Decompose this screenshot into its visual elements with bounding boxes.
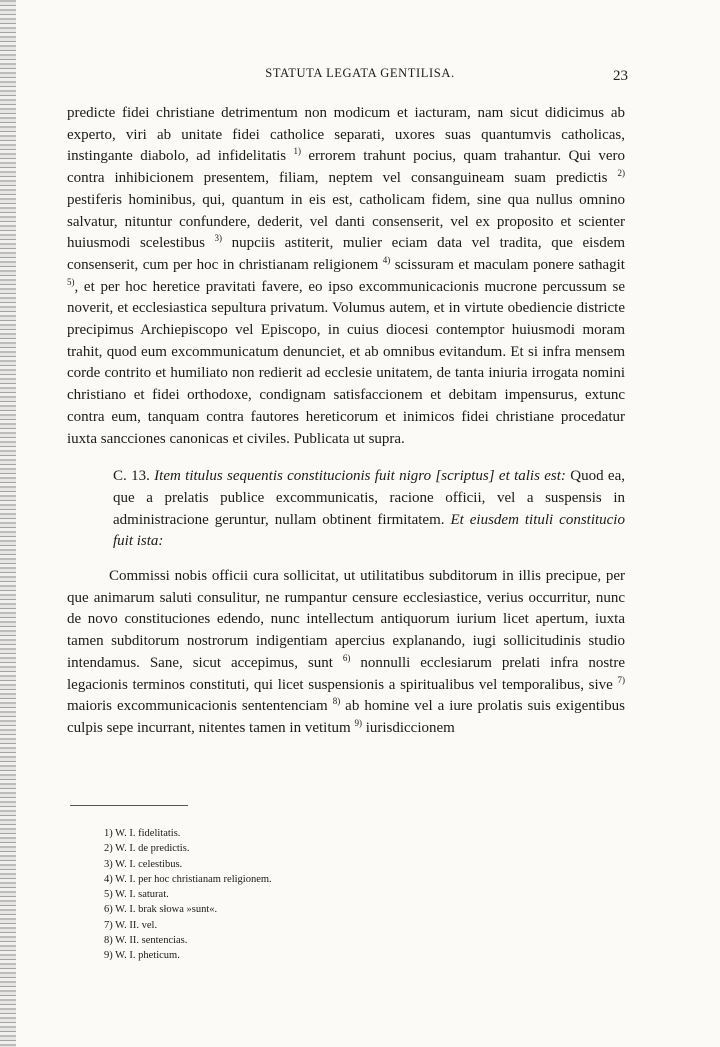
footnote: 1) W. I. fidelitatis. [104,828,181,839]
footnote-ref: 3) [214,233,223,244]
footnote-ref: 4) [382,254,391,265]
main-text [67,103,625,740]
text-segment: nonnulli ecclesiarum prelati infra nostre legacionis terminos constituti, qui licet suspensionis a spiritualibus vel temporalibus, sive [67,654,625,693]
text-segment: predicte fidei christiane detrimentum non modicum et iacturam, nam sicut didicimus ab experto, viri ab unitate fidei catholice separati, uxores suas quantumvis catholicas, instingante diabolo, ad infidelitatis [67,105,625,165]
text-segment: pestiferis hominibus, qui, quantum in eis est, catholicam fidem, sine qua nullus omnino salvatur, nituntur confundere, dederit, vel danti consenserit, vel ex proposito et scienter huiusmodi scelestibus [67,191,625,252]
footnote-ref: 9) [354,717,362,728]
running-header: STATUTA LEGATA GENTILISA. [265,66,455,80]
footnote-ref: 7) [617,674,625,685]
footnote: 6) W. I. brak słowa »sunt«. [104,904,218,916]
footnotes [104,826,272,964]
footnote-rule [70,805,188,806]
page-number: 23 [613,68,628,84]
footnote-ref: 2) [617,168,625,179]
text-segment: errorem trahunt pocius, quam trahantur. Qui vero contra inhibicionem presentem, filiam, neptem vel consanguineam suam predictis [67,148,625,187]
footnote-ref: 6) [342,652,351,663]
text-segment: C. 13. [113,468,155,485]
footnote: 8) W. II. sentencias. [104,935,188,947]
footnote-ref: 8) [332,696,341,707]
book-binding-edge [0,0,16,1047]
italic-text: Item titulus sequentis constitucionis fuit nigro [scriptus] et talis est: [154,468,566,485]
footnote: 4) W. I. per hoc christianam religionem. [104,873,272,885]
text-segment: Commissi nobis officii cura sollicitat, ut utilitatibus subditorum in illis precipue, per que animarum saluti consulitur, ne rumpantur censure ecclesiastice, verius occurritur, nunc de novo constituciones edendo, nunc intellectum antiquorum iurium licet apertum, iuxta tamen subditorum nostrorum indigentiam apercius explanando, iugi sollicitudinis studio intendamus. Sane, sicut accepimus, sunt [67,568,625,671]
text-segment: Quod ea, que a prelatis publice excommunicatis, racione officii, vel a suspensis in administracione geruntur, nullam obtinent firmitatem. [113,468,625,528]
text-segment: ab homine vel a iure prolatis suis exigentibus culpis sepe incurrant, nitentes tamen in vetitum [67,698,625,736]
paragraph-constitution [67,566,625,740]
footnote: 7) W. II. vel. [104,919,158,931]
footnote: 2) W. I. de predictis. [104,843,190,855]
chapter-13-heading [67,466,625,553]
footnote: 3) W. I. celestibus. [104,858,183,870]
text-segment: maioris excommunicacionis sententenciam [67,698,333,715]
italic-text: Et eiusdem tituli constitucio fuit ista: [113,511,625,550]
footnote: 5) W. I. saturat. [104,889,169,901]
text-segment: iurisdiccionem [361,719,455,736]
footnote-ref: 1) [293,146,302,157]
text-segment: nupciis astiterit, mulier eciam data vel tradita, que eisdem consenserit, cum per hoc in christianam religionem [67,235,626,273]
text-segment: , et per hoc heretice pravitati favere, eo ipso excommunicacionis mucrone percussum se noverit, et ecclesiastica sepultura privatum. Volumus autem, et in virtute obediencie districte precipimus Archiepiscopo vel Episcopo, in cuius diocesi contemptor huiusmodi moram trahit, quod eum excommunicatum denunciet, et ab omnibus evitandum. Et si infra mensem corde contrito et humiliato non redierit ad ecclesie unitatem, de tanta iniuria irrogata nomini christiano et fidei orthodoxe, condignam satisfaccionem et debitam impensurus, extunc contra eum, tanquam contra fautores hereticorum et inimicos fidei christiane procedatur iuxta sancciones canonicas et civiles. Publicata ut supra. [67,278,625,447]
text-segment: scissuram et maculam ponere sathagit [390,256,625,273]
footnote: 9) W. I. pheticum. [104,950,180,962]
paragraph-statute-end [67,103,625,450]
footnote-ref: 5) [67,276,75,287]
